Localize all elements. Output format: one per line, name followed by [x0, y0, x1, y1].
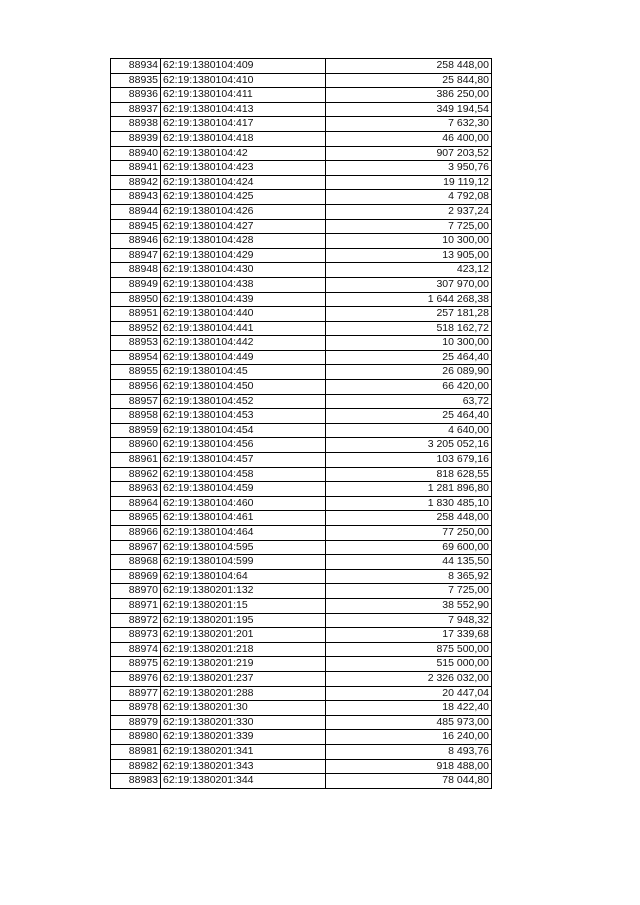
row-number-cell: 88964 — [111, 496, 161, 511]
row-number-cell: 88957 — [111, 394, 161, 409]
cadastral-number-cell: 62:19:1380201:219 — [161, 657, 326, 672]
value-cell: 10 300,00 — [326, 336, 492, 351]
cadastral-number-cell: 62:19:1380104:458 — [161, 467, 326, 482]
value-cell: 20 447,04 — [326, 686, 492, 701]
table-row — [111, 657, 492, 672]
row-number-cell: 88959 — [111, 423, 161, 438]
cadastral-number-cell: 62:19:1380201:330 — [161, 715, 326, 730]
table-row — [111, 540, 492, 555]
table-row — [111, 161, 492, 176]
table-row — [111, 117, 492, 132]
table-row — [111, 175, 492, 190]
table-row — [111, 263, 492, 278]
row-number-cell: 88934 — [111, 59, 161, 74]
cadastral-number-cell: 62:19:1380201:237 — [161, 671, 326, 686]
table-row — [111, 569, 492, 584]
cadastral-number-cell: 62:19:1380104:459 — [161, 482, 326, 497]
table-row — [111, 204, 492, 219]
row-number-cell: 88951 — [111, 307, 161, 322]
table-row — [111, 350, 492, 365]
cadastral-number-cell: 62:19:1380201:344 — [161, 774, 326, 789]
table-row — [111, 423, 492, 438]
cadastral-number-cell: 62:19:1380104:456 — [161, 438, 326, 453]
table-row — [111, 59, 492, 74]
value-cell: 25 464,40 — [326, 409, 492, 424]
row-number-cell: 88978 — [111, 701, 161, 716]
row-number-cell: 88937 — [111, 102, 161, 117]
value-cell: 485 973,00 — [326, 715, 492, 730]
table-row — [111, 759, 492, 774]
value-cell: 17 339,68 — [326, 628, 492, 643]
row-number-cell: 88946 — [111, 234, 161, 249]
table-row — [111, 453, 492, 468]
row-number-cell: 88971 — [111, 598, 161, 613]
table-row — [111, 584, 492, 599]
value-cell: 349 194,54 — [326, 102, 492, 117]
cadastral-number-cell: 62:19:1380201:288 — [161, 686, 326, 701]
table-row — [111, 234, 492, 249]
cadastral-number-cell: 62:19:1380104:599 — [161, 555, 326, 570]
table-body — [111, 59, 492, 789]
table-row — [111, 511, 492, 526]
value-cell: 875 500,00 — [326, 642, 492, 657]
table-row — [111, 277, 492, 292]
value-cell: 8 493,76 — [326, 744, 492, 759]
cadastral-number-cell: 62:19:1380104:423 — [161, 161, 326, 176]
row-number-cell: 88956 — [111, 380, 161, 395]
table-row — [111, 496, 492, 511]
value-cell: 10 300,00 — [326, 234, 492, 249]
row-number-cell: 88941 — [111, 161, 161, 176]
row-number-cell: 88945 — [111, 219, 161, 234]
row-number-cell: 88980 — [111, 730, 161, 745]
cadastral-number-cell: 62:19:1380104:438 — [161, 277, 326, 292]
row-number-cell: 88966 — [111, 526, 161, 541]
table-row — [111, 73, 492, 88]
cadastral-number-cell: 62:19:1380104:450 — [161, 380, 326, 395]
cadastral-number-cell: 62:19:1380104:454 — [161, 423, 326, 438]
value-cell: 4 640,00 — [326, 423, 492, 438]
value-cell: 7 632,30 — [326, 117, 492, 132]
value-cell: 25 844,80 — [326, 73, 492, 88]
value-cell: 423,12 — [326, 263, 492, 278]
table-row — [111, 774, 492, 789]
table-row — [111, 146, 492, 161]
row-number-cell: 88952 — [111, 321, 161, 336]
row-number-cell: 88954 — [111, 350, 161, 365]
row-number-cell: 88977 — [111, 686, 161, 701]
table-row — [111, 131, 492, 146]
row-number-cell: 88948 — [111, 263, 161, 278]
table-row — [111, 744, 492, 759]
value-cell: 63,72 — [326, 394, 492, 409]
value-cell: 515 000,00 — [326, 657, 492, 672]
cadastral-number-cell: 62:19:1380201:201 — [161, 628, 326, 643]
table-row — [111, 628, 492, 643]
table-row — [111, 190, 492, 205]
cadastral-number-cell: 62:19:1380104:595 — [161, 540, 326, 555]
row-number-cell: 88981 — [111, 744, 161, 759]
cadastral-number-cell: 62:19:1380201:30 — [161, 701, 326, 716]
row-number-cell: 88955 — [111, 365, 161, 380]
row-number-cell: 88963 — [111, 482, 161, 497]
value-cell: 16 240,00 — [326, 730, 492, 745]
value-cell: 3 950,76 — [326, 161, 492, 176]
cadastral-number-cell: 62:19:1380104:439 — [161, 292, 326, 307]
table-row — [111, 686, 492, 701]
row-number-cell: 88967 — [111, 540, 161, 555]
value-cell: 7 725,00 — [326, 584, 492, 599]
cadastral-number-cell: 62:19:1380104:411 — [161, 88, 326, 103]
cadastral-number-cell: 62:19:1380104:461 — [161, 511, 326, 526]
row-number-cell: 88973 — [111, 628, 161, 643]
value-cell: 3 205 052,16 — [326, 438, 492, 453]
value-cell: 4 792,08 — [326, 190, 492, 205]
cadastral-number-cell: 62:19:1380104:460 — [161, 496, 326, 511]
cadastral-number-cell: 62:19:1380104:427 — [161, 219, 326, 234]
value-cell: 258 448,00 — [326, 59, 492, 74]
row-number-cell: 88960 — [111, 438, 161, 453]
row-number-cell: 88958 — [111, 409, 161, 424]
table-row — [111, 613, 492, 628]
table-row — [111, 365, 492, 380]
cadastral-number-cell: 62:19:1380104:425 — [161, 190, 326, 205]
row-number-cell: 88962 — [111, 467, 161, 482]
table-row — [111, 336, 492, 351]
value-cell: 44 135,50 — [326, 555, 492, 570]
value-cell: 1 281 896,80 — [326, 482, 492, 497]
row-number-cell: 88939 — [111, 131, 161, 146]
value-cell: 69 600,00 — [326, 540, 492, 555]
table-row — [111, 642, 492, 657]
table-row — [111, 526, 492, 541]
row-number-cell: 88953 — [111, 336, 161, 351]
table-row — [111, 321, 492, 336]
value-cell: 26 089,90 — [326, 365, 492, 380]
cadastral-number-cell: 62:19:1380201:195 — [161, 613, 326, 628]
value-cell: 18 422,40 — [326, 701, 492, 716]
cadastral-number-cell: 62:19:1380104:441 — [161, 321, 326, 336]
cadastral-number-cell: 62:19:1380104:45 — [161, 365, 326, 380]
cadastral-number-cell: 62:19:1380104:449 — [161, 350, 326, 365]
table-row — [111, 555, 492, 570]
cadastral-number-cell: 62:19:1380201:343 — [161, 759, 326, 774]
table-row — [111, 88, 492, 103]
value-cell: 1 830 485,10 — [326, 496, 492, 511]
row-number-cell: 88936 — [111, 88, 161, 103]
value-cell: 918 488,00 — [326, 759, 492, 774]
value-cell: 257 181,28 — [326, 307, 492, 322]
row-number-cell: 88975 — [111, 657, 161, 672]
cadastral-number-cell: 62:19:1380104:453 — [161, 409, 326, 424]
row-number-cell: 88982 — [111, 759, 161, 774]
value-cell: 78 044,80 — [326, 774, 492, 789]
table-row — [111, 102, 492, 117]
row-number-cell: 88974 — [111, 642, 161, 657]
row-number-cell: 88970 — [111, 584, 161, 599]
cadastral-number-cell: 62:19:1380104:428 — [161, 234, 326, 249]
cadastral-number-cell: 62:19:1380104:430 — [161, 263, 326, 278]
row-number-cell: 88972 — [111, 613, 161, 628]
table-row — [111, 438, 492, 453]
row-number-cell: 88940 — [111, 146, 161, 161]
cadastral-number-cell: 62:19:1380104:424 — [161, 175, 326, 190]
cadastral-number-cell: 62:19:1380201:218 — [161, 642, 326, 657]
value-cell: 38 552,90 — [326, 598, 492, 613]
table-row — [111, 307, 492, 322]
value-cell: 307 970,00 — [326, 277, 492, 292]
cadastral-number-cell: 62:19:1380104:442 — [161, 336, 326, 351]
value-cell: 25 464,40 — [326, 350, 492, 365]
cadastral-number-cell: 62:19:1380104:418 — [161, 131, 326, 146]
row-number-cell: 88961 — [111, 453, 161, 468]
table-row — [111, 292, 492, 307]
row-number-cell: 88976 — [111, 671, 161, 686]
value-cell: 46 400,00 — [326, 131, 492, 146]
cadastral-number-cell: 62:19:1380104:426 — [161, 204, 326, 219]
value-cell: 2 937,24 — [326, 204, 492, 219]
cadastral-number-cell: 62:19:1380201:341 — [161, 744, 326, 759]
table-row — [111, 409, 492, 424]
value-cell: 77 250,00 — [326, 526, 492, 541]
row-number-cell: 88968 — [111, 555, 161, 570]
table-row — [111, 248, 492, 263]
cadastral-number-cell: 62:19:1380104:457 — [161, 453, 326, 468]
cadastral-number-cell: 62:19:1380104:452 — [161, 394, 326, 409]
cadastral-number-cell: 62:19:1380104:429 — [161, 248, 326, 263]
cadastral-number-cell: 62:19:1380201:132 — [161, 584, 326, 599]
value-cell: 7 948,32 — [326, 613, 492, 628]
row-number-cell: 88950 — [111, 292, 161, 307]
value-cell: 386 250,00 — [326, 88, 492, 103]
value-cell: 907 203,52 — [326, 146, 492, 161]
cadastral-number-cell: 62:19:1380201:339 — [161, 730, 326, 745]
cadastral-number-cell: 62:19:1380104:410 — [161, 73, 326, 88]
cadastral-number-cell: 62:19:1380104:417 — [161, 117, 326, 132]
cadastral-number-cell: 62:19:1380201:15 — [161, 598, 326, 613]
cadastral-number-cell: 62:19:1380104:42 — [161, 146, 326, 161]
value-cell: 2 326 032,00 — [326, 671, 492, 686]
value-cell: 66 420,00 — [326, 380, 492, 395]
table-row — [111, 380, 492, 395]
row-number-cell: 88944 — [111, 204, 161, 219]
cadastral-number-cell: 62:19:1380104:409 — [161, 59, 326, 74]
row-number-cell: 88979 — [111, 715, 161, 730]
row-number-cell: 88969 — [111, 569, 161, 584]
table-row — [111, 671, 492, 686]
cadastral-number-cell: 62:19:1380104:64 — [161, 569, 326, 584]
row-number-cell: 88949 — [111, 277, 161, 292]
value-cell: 1 644 268,38 — [326, 292, 492, 307]
table-row — [111, 701, 492, 716]
cadastral-number-cell: 62:19:1380104:440 — [161, 307, 326, 322]
value-cell: 258 448,00 — [326, 511, 492, 526]
value-cell: 7 725,00 — [326, 219, 492, 234]
cadastral-value-table — [110, 58, 492, 789]
cadastral-number-cell: 62:19:1380104:413 — [161, 102, 326, 117]
value-cell: 19 119,12 — [326, 175, 492, 190]
row-number-cell: 88938 — [111, 117, 161, 132]
value-cell: 13 905,00 — [326, 248, 492, 263]
value-cell: 8 365,92 — [326, 569, 492, 584]
table-row — [111, 394, 492, 409]
table-row — [111, 467, 492, 482]
table-row — [111, 730, 492, 745]
value-cell: 103 679,16 — [326, 453, 492, 468]
cadastral-number-cell: 62:19:1380104:464 — [161, 526, 326, 541]
row-number-cell: 88983 — [111, 774, 161, 789]
value-cell: 518 162,72 — [326, 321, 492, 336]
table-row — [111, 715, 492, 730]
value-cell: 818 628,55 — [326, 467, 492, 482]
table-row — [111, 482, 492, 497]
row-number-cell: 88947 — [111, 248, 161, 263]
row-number-cell: 88943 — [111, 190, 161, 205]
table-row — [111, 598, 492, 613]
row-number-cell: 88935 — [111, 73, 161, 88]
row-number-cell: 88965 — [111, 511, 161, 526]
table-row — [111, 219, 492, 234]
row-number-cell: 88942 — [111, 175, 161, 190]
